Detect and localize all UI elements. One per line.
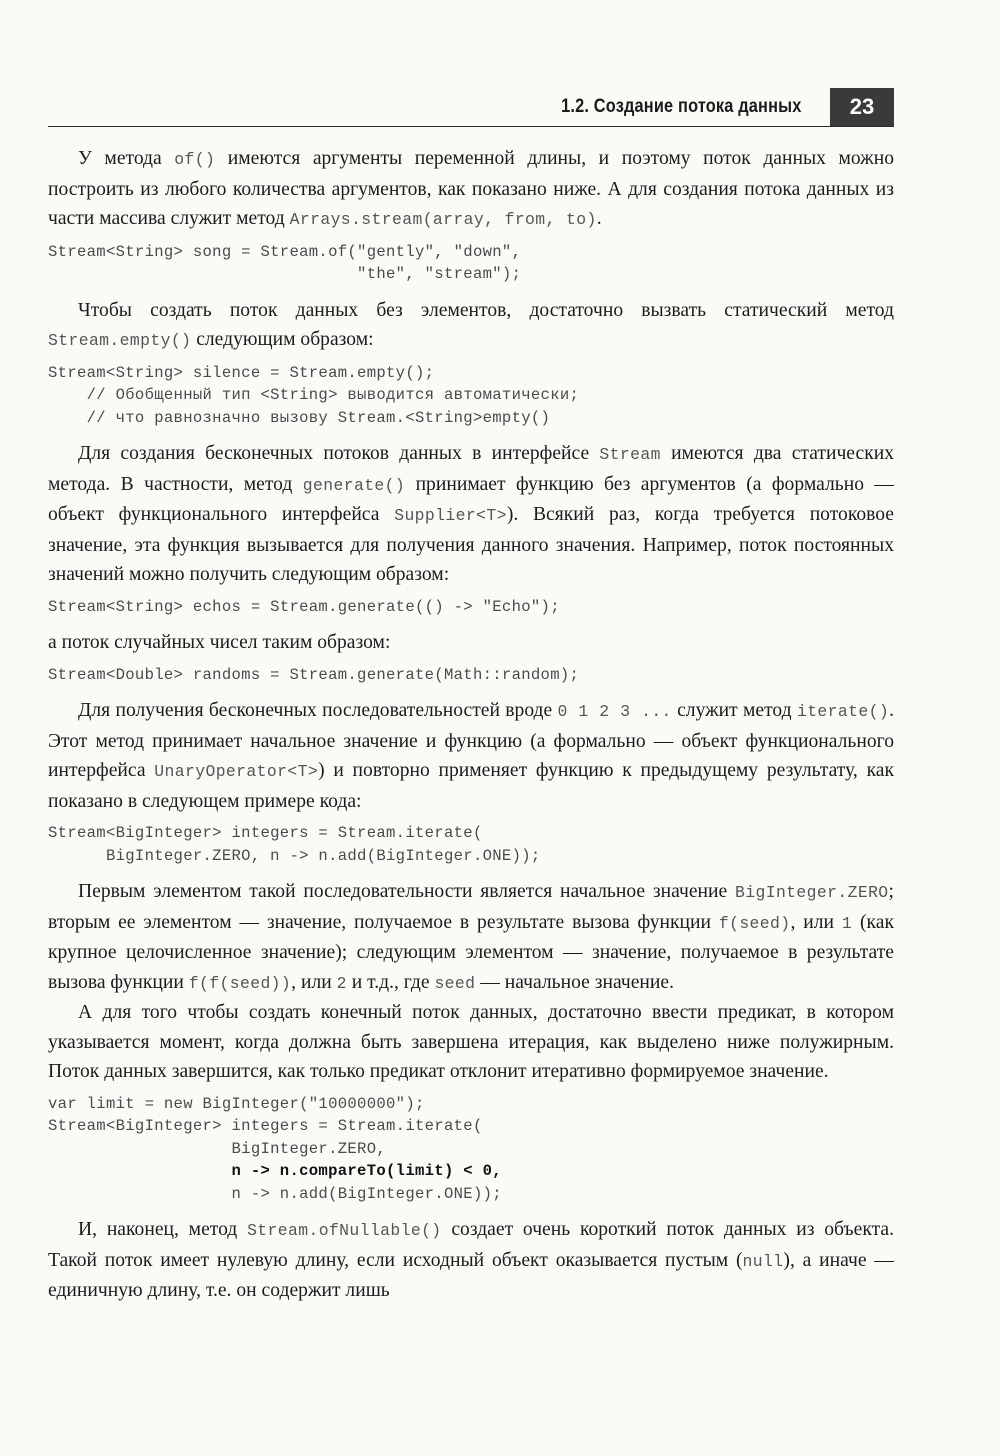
code-block-song: Stream<String> song = Stream.of("gently", "down", "the", "stream"); xyxy=(48,242,522,283)
inline-code: Supplier<T> xyxy=(394,506,507,525)
inline-code: 1 xyxy=(841,913,853,933)
running-header xyxy=(48,88,894,127)
paragraph-random-numbers: а поток случайных чисел таким образом: xyxy=(48,632,391,653)
inline-code: Stream xyxy=(599,445,661,464)
inline-code: generate() xyxy=(302,475,406,495)
inline-code: iterate() xyxy=(796,702,890,721)
paragraph-iterate: Для получения бесконечных последовательностей вроде 0 1 2 3 ... служит метод iterate(). Этот метод принимает начальное значение и функцию (а формально — объект функционального интерфейса UnaryOperator<T>) и повторно применяет функцию к предыдущему результату, как показано в следующем примере кода: xyxy=(48,700,895,812)
bold-predicate-line: n -> n.compareTo(limit) < 0, xyxy=(48,1162,502,1180)
inline-code: f(seed) xyxy=(718,913,791,933)
code-block-silence: Stream<String> silence = Stream.empty(); // Обобщенный тип <String> выводится автоматически; // что равнозначно вызову Stream.<String>empty() xyxy=(48,363,580,427)
inline-code: null xyxy=(742,1251,784,1271)
inline-code: seed xyxy=(434,973,476,993)
paragraph-ofnullable: И, наконец, метод Stream.ofNullable() создает очень короткий поток данных из объекта. Такой поток имеет нулевую длину, если исходный объект оказывается пустым (null), а иначе — единичную длину, т.е. он содержит лишь xyxy=(48,1219,894,1301)
inline-code: Arrays.stream(array, from, to) xyxy=(289,210,597,229)
inline-code: 0 1 2 3 ... xyxy=(557,702,672,721)
inline-code: of() xyxy=(174,150,216,169)
paragraph-of-method: У метода of() имеются аргументы переменной длины, и поэтому поток данных можно построить из любого количества аргументов, как показано ниже. А для создания потока данных из части массива служит метод Arrays.stream(array, from, to). xyxy=(48,148,894,229)
code-block-randoms: Stream<Double> randoms = Stream.generate(Math::random); xyxy=(48,665,580,684)
paragraph-first-element: Первым элементом такой последовательности является начальное значение BigInteger.ZERO; вторым ее элементом — значение, получаемое в результате вызова функции f(seed), или 1 (как крупное целочисленное значение); следующим элементом — значение, получаемое в результате вызова функции f(f(seed)), или 2 и т.д., где seed — начальное значение. xyxy=(48,881,894,993)
page-body xyxy=(48,144,894,1306)
inline-code: UnaryOperator<T> xyxy=(154,762,319,781)
inline-code: Stream.empty() xyxy=(48,331,192,350)
inline-code: BigInteger.ZERO xyxy=(735,883,889,902)
inline-code: f(f(seed)) xyxy=(188,973,292,993)
code-block-echos: Stream<String> echos = Stream.generate(() -> "Echo"); xyxy=(48,597,560,616)
paragraph-empty-stream: Чтобы создать поток данных без элементов, достаточно вызвать статический метод Stream.empty() следующим образом: xyxy=(48,299,894,350)
page-number: 23 xyxy=(830,88,894,126)
paragraph-infinite-streams: Для создания бесконечных потоков данных в интерфейсе Stream имеются два статических метода. В частности, метод generate() принимает функцию без аргументов (а формально — объект функционального интерфейса Supplier<T>). Всякий раз, когда требуется потоковое значение, эта функция вызывается для получения данного значения. Например, поток постоянных значений можно получить следующим образом: xyxy=(48,443,895,585)
code-block-limit: var limit = new BigInteger("10000000"); Stream<BigInteger> integers = Stream.iterate( BigInteger.ZERO, n -> n.compareTo(limit) < 0, n -> n.add(BigInteger.ONE)); xyxy=(48,1093,894,1206)
code-block-integers: Stream<BigInteger> integers = Stream.iterate( BigInteger.ZERO, n -> n.add(BigInteger.ONE)); xyxy=(48,824,541,865)
section-title: 1.2. Создание потока данных xyxy=(561,96,802,117)
inline-code: Stream.ofNullable() xyxy=(247,1221,442,1240)
paragraph-finite-stream: А для того чтобы создать конечный поток данных, достаточно ввести предикат, в котором указывается момент, когда должна быть завершена итерация, как выделено ниже полужирным. Поток данных завершится, как только предикат отклонит итеративно формируемое значение. xyxy=(48,1002,894,1082)
inline-code: 2 xyxy=(336,973,347,993)
